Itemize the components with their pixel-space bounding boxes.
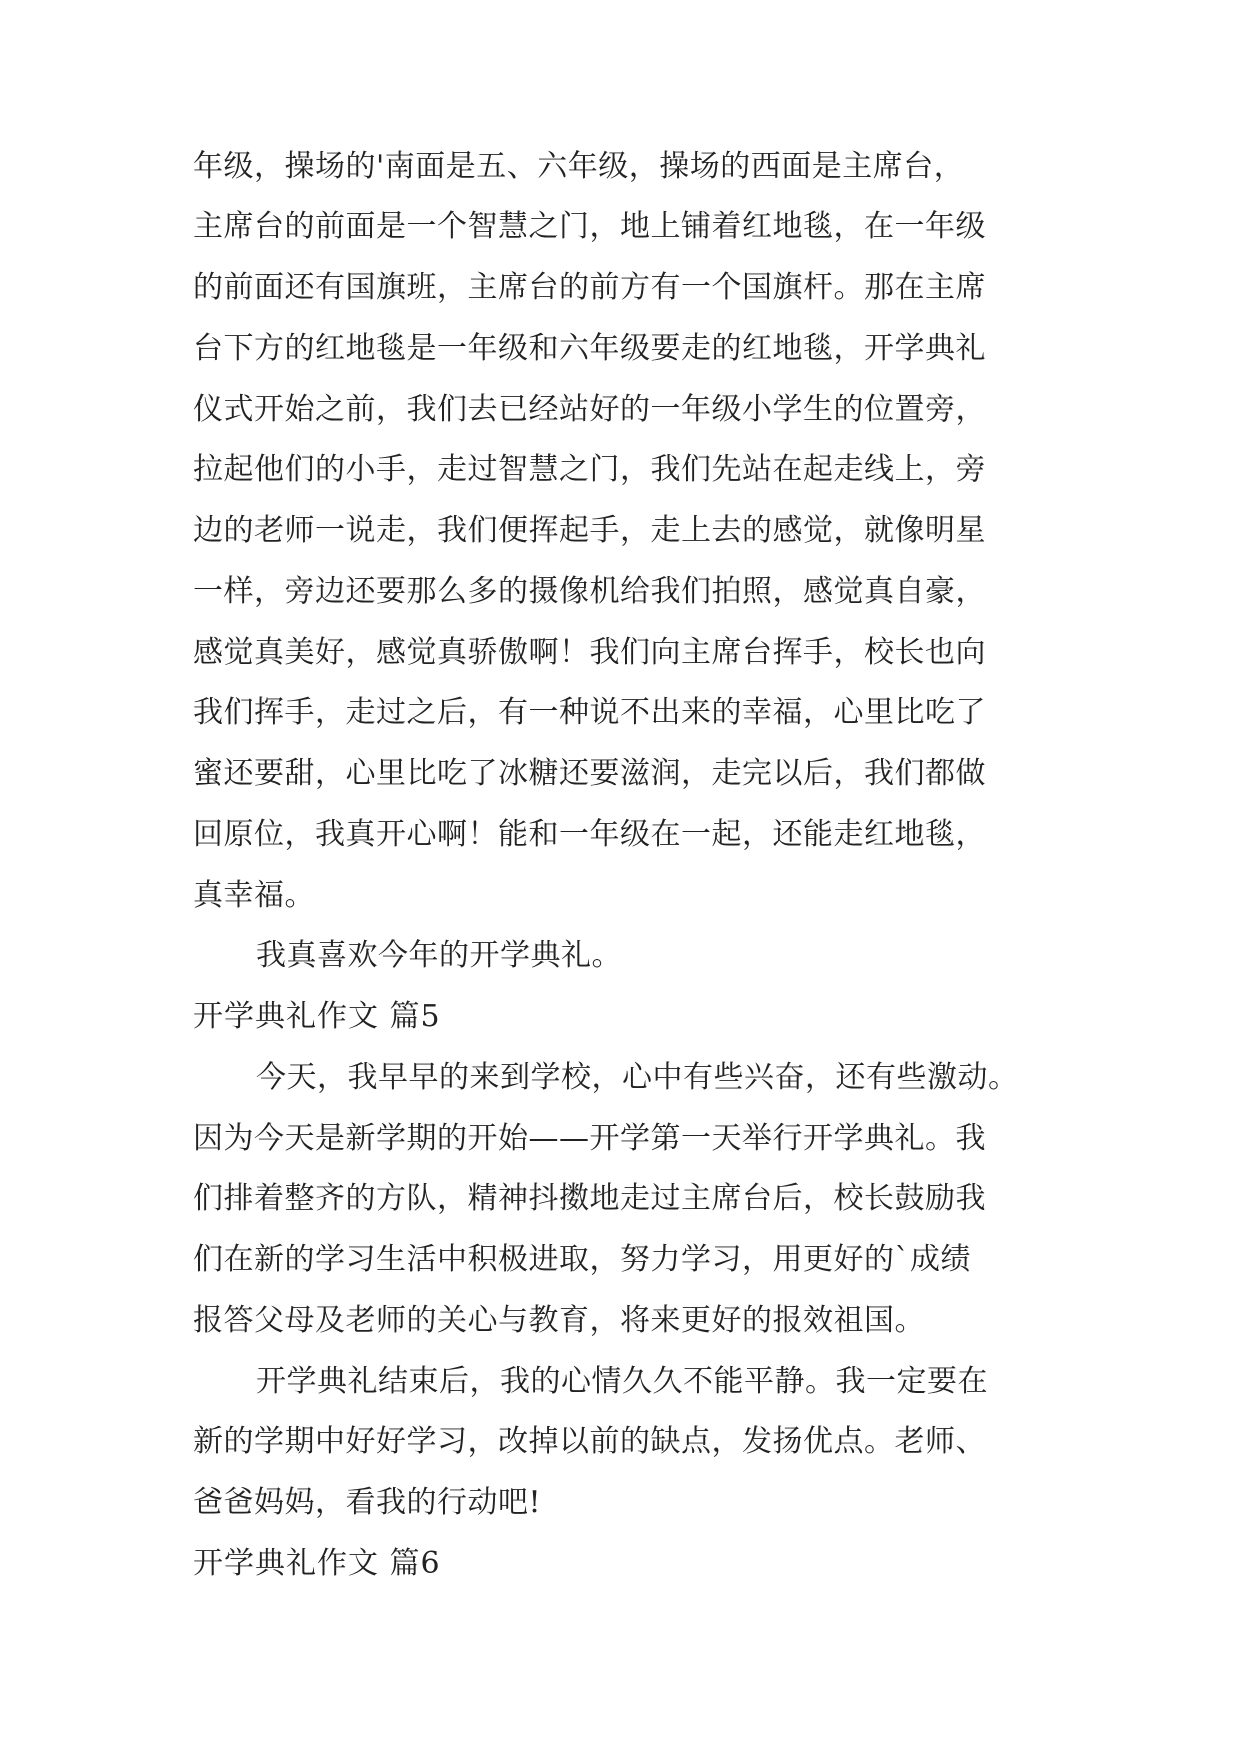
text-line: 一样，旁边还要那么多的摄像机给我们拍照，感觉真自豪， (193, 574, 986, 609)
text-line: 新的学期中好好学习，改掉以前的缺点，发扬优点。老师、 (193, 1424, 986, 1459)
text-line: 因为今天是新学期的开始——开学第一天举行开学典礼。我 (193, 1121, 986, 1156)
text-line: 边的老师一说走，我们便挥起手，走上去的感觉，就像明星 (193, 513, 986, 548)
text-line: 感觉真美好，感觉真骄傲啊！我们向主席台挥手，校长也向 (193, 635, 986, 670)
text-line: 年级，操场的'南面是五、六年级，操场的西面是主席台， (193, 149, 965, 184)
text-line: 主席台的前面是一个智慧之门，地上铺着红地毯，在一年级 (193, 209, 986, 244)
paragraph-first-line: 我真喜欢今年的开学典礼。 (256, 938, 622, 973)
text-line: 拉起他们的小手，走过智慧之门，我们先站在起走线上，旁 (193, 452, 986, 487)
text-line: 真幸福。 (193, 878, 315, 913)
text-line: 仪式开始之前，我们去已经站好的一年级小学生的位置旁， (193, 392, 986, 427)
text-line: 报答父母及老师的关心与教育，将来更好的报效祖国。 (193, 1303, 925, 1338)
text-line: 我们挥手，走过之后，有一种说不出来的幸福，心里比吃了 (193, 695, 986, 730)
text-line: 爸爸妈妈，看我的行动吧! (193, 1485, 542, 1520)
text-line: 蜜还要甜，心里比吃了冰糖还要滋润，走完以后，我们都做 (193, 756, 986, 791)
text-line: 们排着整齐的方队，精神抖擞地走过主席台后，校长鼓励我 (193, 1181, 986, 1216)
section-heading: 开学典礼作文 篇5 (193, 999, 441, 1034)
text-line: 的前面还有国旗班，主席台的前方有一个国旗杆。那在主席 (193, 270, 986, 305)
paragraph-first-line: 开学典礼结束后，我的心情久久不能平静。我一定要在 (256, 1364, 988, 1399)
paragraph-first-line: 今天，我早早的来到学校，心中有些兴奋，还有些激动。 (256, 1060, 1019, 1095)
text-line: 们在新的学习生活中积极进取，努力学习，用更好的`成绩 (193, 1242, 971, 1277)
section-heading: 开学典礼作文 篇6 (193, 1546, 441, 1581)
text-line: 台下方的红地毯是一年级和六年级要走的红地毯，开学典礼 (193, 331, 986, 366)
text-line: 回原位，我真开心啊！能和一年级在一起，还能走红地毯， (193, 817, 986, 852)
